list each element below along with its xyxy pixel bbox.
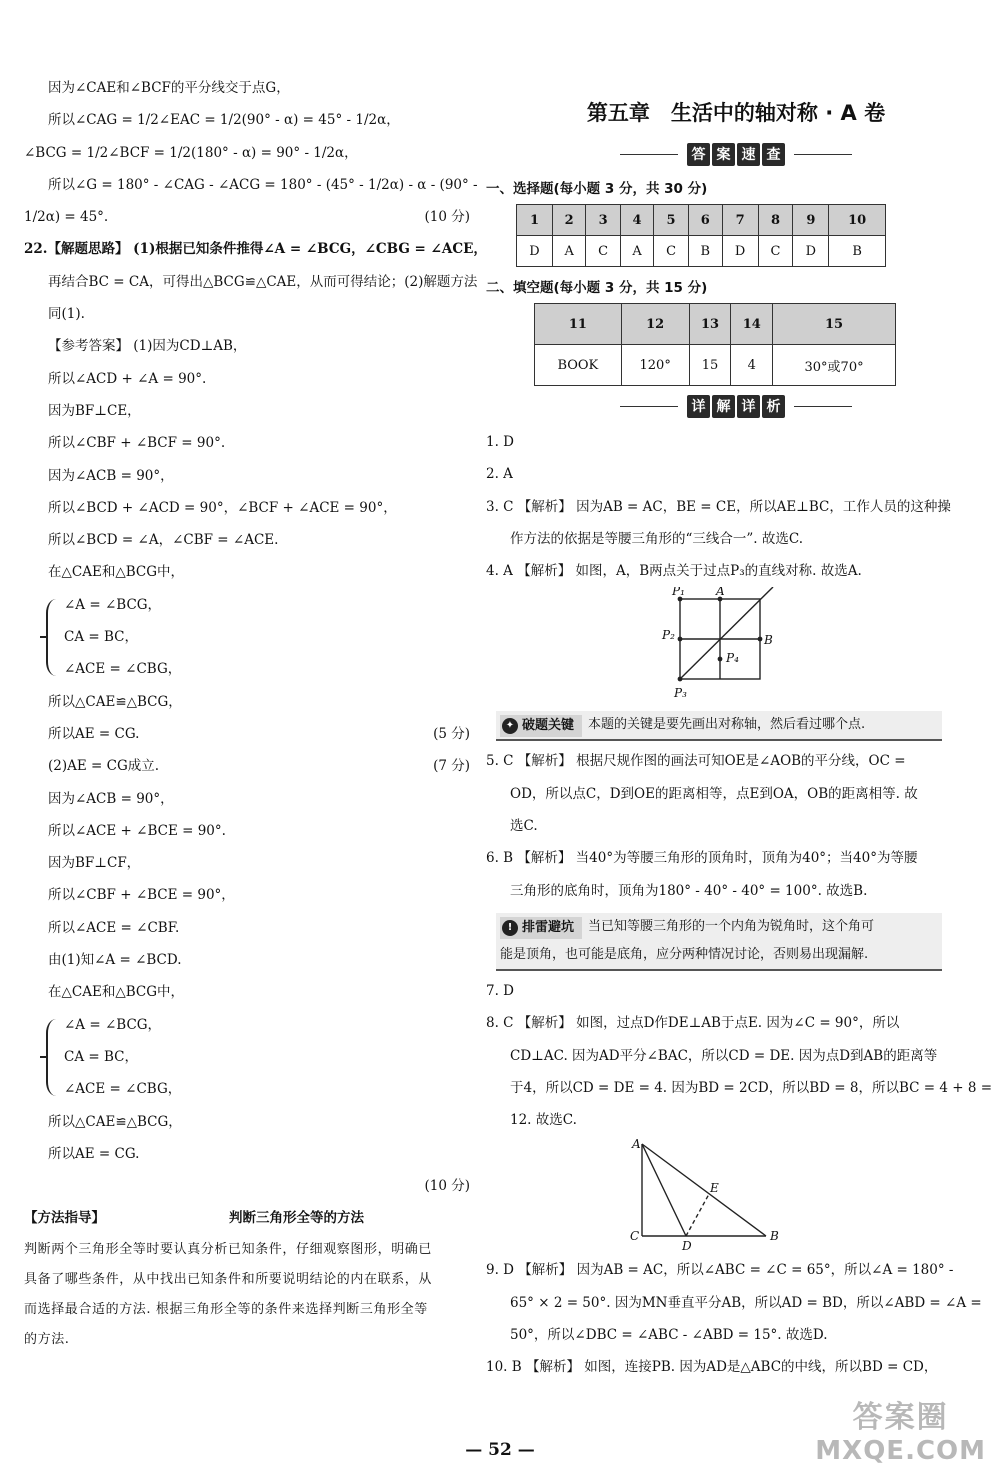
grid-diagram [486, 587, 986, 705]
end-line: 所以△CAE≌△BCG， [48, 1113, 182, 1130]
warning-icon: ! [502, 920, 518, 936]
q22-answer-line: 所以∠BCD = ∠A，∠CBF = ∠ACE. [48, 532, 279, 549]
intro-line: 所以∠G = 180° - ∠CAG - ∠ACG = 180° - (45° - 1/2α) - α - (90° - [48, 176, 478, 193]
page-number: — 52 — [465, 1440, 535, 1460]
q22-idea-line: 再结合BC = CA，可得出△BCG≌△CAE，从而可得结论；(2)解题方法 [48, 273, 478, 290]
chapter-title: 第五章 生活中的轴对称 · A 卷 [586, 101, 886, 125]
watermark-logo [815, 1392, 986, 1466]
q22-answer-line: 在△CAE和△BCG中， [48, 564, 184, 581]
part2-line: 所以∠ACE = ∠CBF. [48, 919, 180, 936]
brace-line: ∠ACE = ∠CBG， [64, 661, 182, 678]
answer-banner: 答 案 速 查 [486, 134, 986, 174]
label-p1: P₁ [672, 587, 685, 599]
answer-line: 选C. [510, 818, 538, 835]
score-label: (5 分) [433, 725, 470, 742]
left-column [24, 72, 487, 1355]
answer-line: 6. B 【解析】 当40°为等腰三角形的顶角时，顶角为40°；当40°为等腰 [486, 850, 918, 867]
answer-line: 8. C 【解析】 如图，过点D作DE⊥AB于点E. 因为∠C = 90°，所以 [486, 1015, 900, 1032]
q22-answer-line: 因为∠ACB = 90°， [48, 467, 174, 484]
q22-answer-line: 因为BF⊥CE， [48, 402, 141, 419]
label-c: C [630, 1229, 640, 1244]
label-a: A [632, 1137, 641, 1152]
answer-line: OD，所以点C，D到OE的距离相等，点E到OA，OB的距离相等. 故 [510, 785, 918, 802]
intro-line [24, 201, 476, 233]
right-column [486, 92, 993, 1384]
triangle-figure [486, 1136, 986, 1254]
label-e: E [710, 1181, 719, 1196]
conclusion-line: 所以△CAE≌△BCG， [48, 693, 182, 710]
label-d: D [682, 1239, 692, 1254]
tip-tag: ✦ 破题关键 [500, 715, 582, 737]
label-p3: P₃ [674, 686, 687, 701]
tip-tag: ! 排雷避坑 [500, 917, 582, 939]
answer-line: CD⊥AC. 因为AD平分∠BAC，所以CD = DE. 因为点D到AB的距离等 [510, 1047, 938, 1064]
brace-symbol [46, 599, 58, 676]
method-heading [24, 1202, 476, 1234]
answer-line: 12. 故选C. [510, 1112, 577, 1129]
label-b: B [764, 633, 773, 648]
method-label: 【方法指导】 [24, 1210, 105, 1227]
part2-line: (2)AE = CG成立. (7 分) [24, 750, 476, 782]
q22-answer-line: 【参考答案】 (1)因为CD⊥AB， [48, 338, 247, 355]
intro-line: ∠BCG = 1/2∠BCF = 1/2(180° - α) = 90° - 1/2α， [24, 144, 358, 161]
end-score-line [24, 1170, 476, 1202]
score-label: (10 分) [424, 209, 470, 226]
q22-idea-line: 22.【解题思路】 (1)根据已知条件推得∠A = ∠BCG，∠CBG = ∠ACE， [24, 241, 487, 258]
answer-line: 3. C 【解析】 因为AB = AC，BE = CE，所以AE⊥BC，工作人员的这种操 [486, 498, 951, 515]
conclusion-line: 所以AE = CG. (5 分) [24, 718, 476, 750]
intro-line: 所以∠CAG = 1/2∠EAC = 1/2(90° - α) = 45° - 1/2α， [48, 112, 400, 129]
answer-line: 作方法的依据是等腰三角形的“三线合一”. 故选C. [510, 530, 804, 547]
label-p4: P₄ [726, 651, 739, 666]
answer-line: 于4，所以CD = DE = 4. 因为BD = 2CD，所以BD = 8，所以BC = 4 + 8 = [510, 1079, 993, 1096]
answer-line: 三角形的底角时，顶角为180° - 40° - 40° = 100°. 故选B. [510, 882, 868, 899]
brace-line: CA = BC， [64, 629, 138, 646]
condition-brace-2 [24, 1009, 476, 1106]
part2-line: 所以∠CBF + ∠BCE = 90°， [48, 887, 235, 904]
brace-line: ∠ACE = ∠CBG， [64, 1081, 182, 1098]
part2-line: 由(1)知∠A = ∠BCD. [48, 952, 182, 969]
label-a: A [716, 587, 725, 599]
mc-answer-table: 1 2 3 4 5 6 7 8 9 10 D A C A C B D C D B [516, 204, 886, 267]
grid-figure [486, 587, 986, 705]
answer-line: 1. D [486, 434, 514, 450]
part2-line: 在△CAE和△BCG中， [48, 984, 184, 1001]
answer-line: 5. C 【解析】 根据尺规作图的画法可知OE是∠AOB的平分线，OC = [486, 753, 906, 770]
section-title: 二、填空题(每小题 3 分，共 15 分) [486, 280, 708, 296]
watermark-icon: 答案圈 [852, 1400, 949, 1435]
watermark-url: MXQE.COM [815, 1436, 986, 1466]
answer-line: 10. B 【解析】 如图，连接PB. 因为AD是△ABC的中线，所以BD = CD， [486, 1359, 938, 1376]
fill-answer-table: 11 12 13 14 15 BOOK 120° 15 4 30°或70° [534, 303, 896, 386]
brace-line: ∠A = ∠BCG， [64, 596, 162, 613]
q22-idea-line: 同(1). [48, 306, 85, 323]
part2-line: 所以∠ACE + ∠BCE = 90°. [48, 822, 226, 839]
section-title: 一、选择题(每小题 3 分，共 30 分) [486, 181, 708, 197]
part2-line: 因为∠ACB = 90°， [48, 790, 174, 807]
condition-brace-1 [24, 589, 476, 686]
answer-line: 7. D [486, 982, 514, 999]
end-line: 所以AE = CG. [48, 1145, 140, 1162]
lightbulb-icon: ✦ [502, 718, 518, 734]
answer-line: 4. A 【解析】 如图，A，B两点关于过点P₃的直线对称. 故选A. [486, 563, 862, 580]
tip-box-pitfall: ! 排雷避坑 当已知等腰三角形的一个内角为锐角时，这个角可 能是顶角，也可能是底角，应分两种情况讨论，否则易出现漏解. [496, 913, 942, 971]
score-label: (10 分) [424, 1178, 470, 1195]
answer-line: 65° × 2 = 50°. 因为MN垂直平分AB，所以AD = BD，所以∠ABD = ∠A = [510, 1294, 982, 1311]
tip-box-key: ✦ 破题关键 本题的关键是要先画出对称轴，然后看过哪个点. [496, 711, 942, 741]
label-b: B [770, 1229, 779, 1244]
answer-line: 9. D 【解析】 因为AB = AC，所以∠ABC = ∠C = 65°，所以∠A = 180° - [486, 1262, 954, 1279]
intro-text: 1/2α) = 45°. [24, 209, 109, 226]
triangle-diagram [486, 1136, 986, 1254]
method-text: 判断两个三角形全等时要认真分析已知条件，仔细观察图形，明确已 具备了哪些条件，从中找出已知条件和所要说明结论的内在联系，从 而选择最合适的方法. 根据三角形全等的条件来选择判断三角形全等 的方法. [24, 1241, 433, 1347]
explain-banner: 详 解 详 析 [486, 386, 986, 426]
brace-line: CA = BC， [64, 1048, 138, 1065]
label-p2: P₂ [662, 628, 675, 643]
brace-line: ∠A = ∠BCG， [64, 1016, 162, 1033]
part2-line: 因为BF⊥CF， [48, 855, 141, 872]
q22-answer-line: 所以∠ACD + ∠A = 90°. [48, 370, 207, 387]
q22-answer-line: 所以∠CBF + ∠BCF = 90°. [48, 435, 226, 452]
score-label: (7 分) [433, 758, 470, 775]
method-title: 判断三角形全等的方法 [229, 1210, 364, 1227]
answer-line: 50°，所以∠DBC = ∠ABC - ∠ABD = 15°. 故选D. [510, 1327, 828, 1344]
intro-line: 因为∠CAE和∠BCF的平分线交于点G， [48, 80, 290, 96]
brace-symbol [46, 1019, 58, 1096]
q22-answer-line: 所以∠BCD + ∠ACD = 90°，∠BCF + ∠ACE = 90°， [48, 499, 397, 516]
answer-line: 2. A [486, 466, 513, 483]
